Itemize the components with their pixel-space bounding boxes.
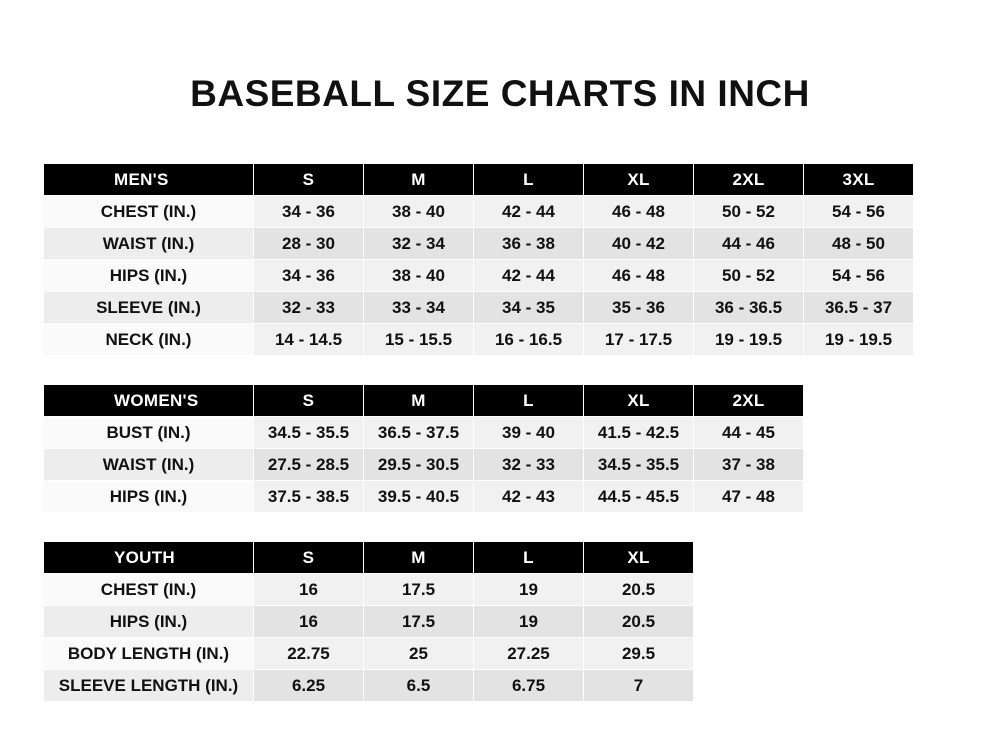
row-label: SLEEVE LENGTH (IN.) xyxy=(44,670,254,702)
row-label: BUST (IN.) xyxy=(44,417,254,449)
table-row xyxy=(44,638,694,670)
row-label: NECK (IN.) xyxy=(44,324,254,356)
youth-header-m: M xyxy=(364,542,474,574)
table-cell: 39 - 40 xyxy=(474,417,584,449)
table-cell: 37.5 - 38.5 xyxy=(254,481,364,513)
table-row xyxy=(44,574,694,606)
row-label: WAIST (IN.) xyxy=(44,228,254,260)
youth-header-category: YOUTH xyxy=(44,542,254,574)
table-cell: 37 - 38 xyxy=(694,449,804,481)
table-header-row xyxy=(44,542,694,574)
womens-size-table xyxy=(43,384,804,513)
table-cell: 36 - 38 xyxy=(474,228,584,260)
table-cell: 16 - 16.5 xyxy=(474,324,584,356)
womens-header-m: M xyxy=(364,385,474,417)
table-cell: 46 - 48 xyxy=(584,260,694,292)
table-cell: 28 - 30 xyxy=(254,228,364,260)
mens-header-category: MEN'S xyxy=(44,164,254,196)
table-cell: 39.5 - 40.5 xyxy=(364,481,474,513)
table-cell: 34.5 - 35.5 xyxy=(254,417,364,449)
table-row xyxy=(44,449,804,481)
table-cell: 7 xyxy=(584,670,694,702)
row-label: CHEST (IN.) xyxy=(44,196,254,228)
table-cell: 47 - 48 xyxy=(694,481,804,513)
row-label: HIPS (IN.) xyxy=(44,481,254,513)
youth-table-head xyxy=(44,542,694,574)
row-label: SLEEVE (IN.) xyxy=(44,292,254,324)
table-cell: 6.5 xyxy=(364,670,474,702)
table-cell: 34.5 - 35.5 xyxy=(584,449,694,481)
table-cell: 41.5 - 42.5 xyxy=(584,417,694,449)
youth-header-l: L xyxy=(474,542,584,574)
table-cell: 14 - 14.5 xyxy=(254,324,364,356)
table-cell: 34 - 36 xyxy=(254,260,364,292)
table-cell: 19 xyxy=(474,574,584,606)
womens-header-xl: XL xyxy=(584,385,694,417)
table-header-row xyxy=(44,385,804,417)
table-header-row xyxy=(44,164,914,196)
table-cell: 27.5 - 28.5 xyxy=(254,449,364,481)
table-cell: 34 - 35 xyxy=(474,292,584,324)
table-cell: 44 - 46 xyxy=(694,228,804,260)
table-cell: 50 - 52 xyxy=(694,260,804,292)
table-cell: 44.5 - 45.5 xyxy=(584,481,694,513)
table-row xyxy=(44,228,914,260)
mens-header-3xl: 3XL xyxy=(804,164,914,196)
row-label: HIPS (IN.) xyxy=(44,260,254,292)
table-cell: 15 - 15.5 xyxy=(364,324,474,356)
table-cell: 19 xyxy=(474,606,584,638)
table-cell: 48 - 50 xyxy=(804,228,914,260)
table-cell: 50 - 52 xyxy=(694,196,804,228)
table-cell: 38 - 40 xyxy=(364,260,474,292)
table-cell: 42 - 44 xyxy=(474,196,584,228)
table-cell: 44 - 45 xyxy=(694,417,804,449)
table-cell: 36 - 36.5 xyxy=(694,292,804,324)
youth-table-body xyxy=(44,574,694,702)
row-label: HIPS (IN.) xyxy=(44,606,254,638)
mens-header-m: M xyxy=(364,164,474,196)
table-cell: 16 xyxy=(254,606,364,638)
table-row xyxy=(44,324,914,356)
table-row xyxy=(44,196,914,228)
womens-header-2xl: 2XL xyxy=(694,385,804,417)
womens-header-l: L xyxy=(474,385,584,417)
table-cell: 19 - 19.5 xyxy=(804,324,914,356)
row-label: WAIST (IN.) xyxy=(44,449,254,481)
table-row xyxy=(44,606,694,638)
table-cell: 22.75 xyxy=(254,638,364,670)
table-cell: 42 - 43 xyxy=(474,481,584,513)
womens-header-s: S xyxy=(254,385,364,417)
row-label: CHEST (IN.) xyxy=(44,574,254,606)
row-label: BODY LENGTH (IN.) xyxy=(44,638,254,670)
mens-size-table xyxy=(43,163,914,356)
table-cell: 42 - 44 xyxy=(474,260,584,292)
table-cell: 38 - 40 xyxy=(364,196,474,228)
table-cell: 54 - 56 xyxy=(804,196,914,228)
womens-table-head xyxy=(44,385,804,417)
table-cell: 32 - 33 xyxy=(474,449,584,481)
table-cell: 36.5 - 37 xyxy=(804,292,914,324)
table-cell: 19 - 19.5 xyxy=(694,324,804,356)
table-cell: 32 - 33 xyxy=(254,292,364,324)
mens-header-xl: XL xyxy=(584,164,694,196)
table-cell: 32 - 34 xyxy=(364,228,474,260)
table-cell: 46 - 48 xyxy=(584,196,694,228)
table-cell: 6.75 xyxy=(474,670,584,702)
table-cell: 34 - 36 xyxy=(254,196,364,228)
mens-header-2xl: 2XL xyxy=(694,164,804,196)
table-row xyxy=(44,260,914,292)
table-cell: 54 - 56 xyxy=(804,260,914,292)
table-cell: 40 - 42 xyxy=(584,228,694,260)
table-cell: 29.5 - 30.5 xyxy=(364,449,474,481)
table-cell: 16 xyxy=(254,574,364,606)
table-cell: 17 - 17.5 xyxy=(584,324,694,356)
table-row xyxy=(44,481,804,513)
table-cell: 20.5 xyxy=(584,574,694,606)
table-cell: 20.5 xyxy=(584,606,694,638)
mens-table-body xyxy=(44,196,914,356)
womens-header-category: WOMEN'S xyxy=(44,385,254,417)
table-cell: 27.25 xyxy=(474,638,584,670)
mens-header-s: S xyxy=(254,164,364,196)
table-cell: 36.5 - 37.5 xyxy=(364,417,474,449)
table-cell: 6.25 xyxy=(254,670,364,702)
table-cell: 35 - 36 xyxy=(584,292,694,324)
youth-header-s: S xyxy=(254,542,364,574)
table-cell: 29.5 xyxy=(584,638,694,670)
table-row xyxy=(44,670,694,702)
youth-size-table xyxy=(43,541,694,702)
table-row xyxy=(44,417,804,449)
table-cell: 33 - 34 xyxy=(364,292,474,324)
youth-header-xl: XL xyxy=(584,542,694,574)
table-cell: 17.5 xyxy=(364,574,474,606)
mens-table-head xyxy=(44,164,914,196)
table-cell: 25 xyxy=(364,638,474,670)
page-title: BASEBALL SIZE CHARTS IN INCH xyxy=(190,73,810,114)
womens-table-body xyxy=(44,417,804,513)
size-tables-container xyxy=(0,163,1000,702)
mens-header-l: L xyxy=(474,164,584,196)
table-cell: 17.5 xyxy=(364,606,474,638)
table-row xyxy=(44,292,914,324)
